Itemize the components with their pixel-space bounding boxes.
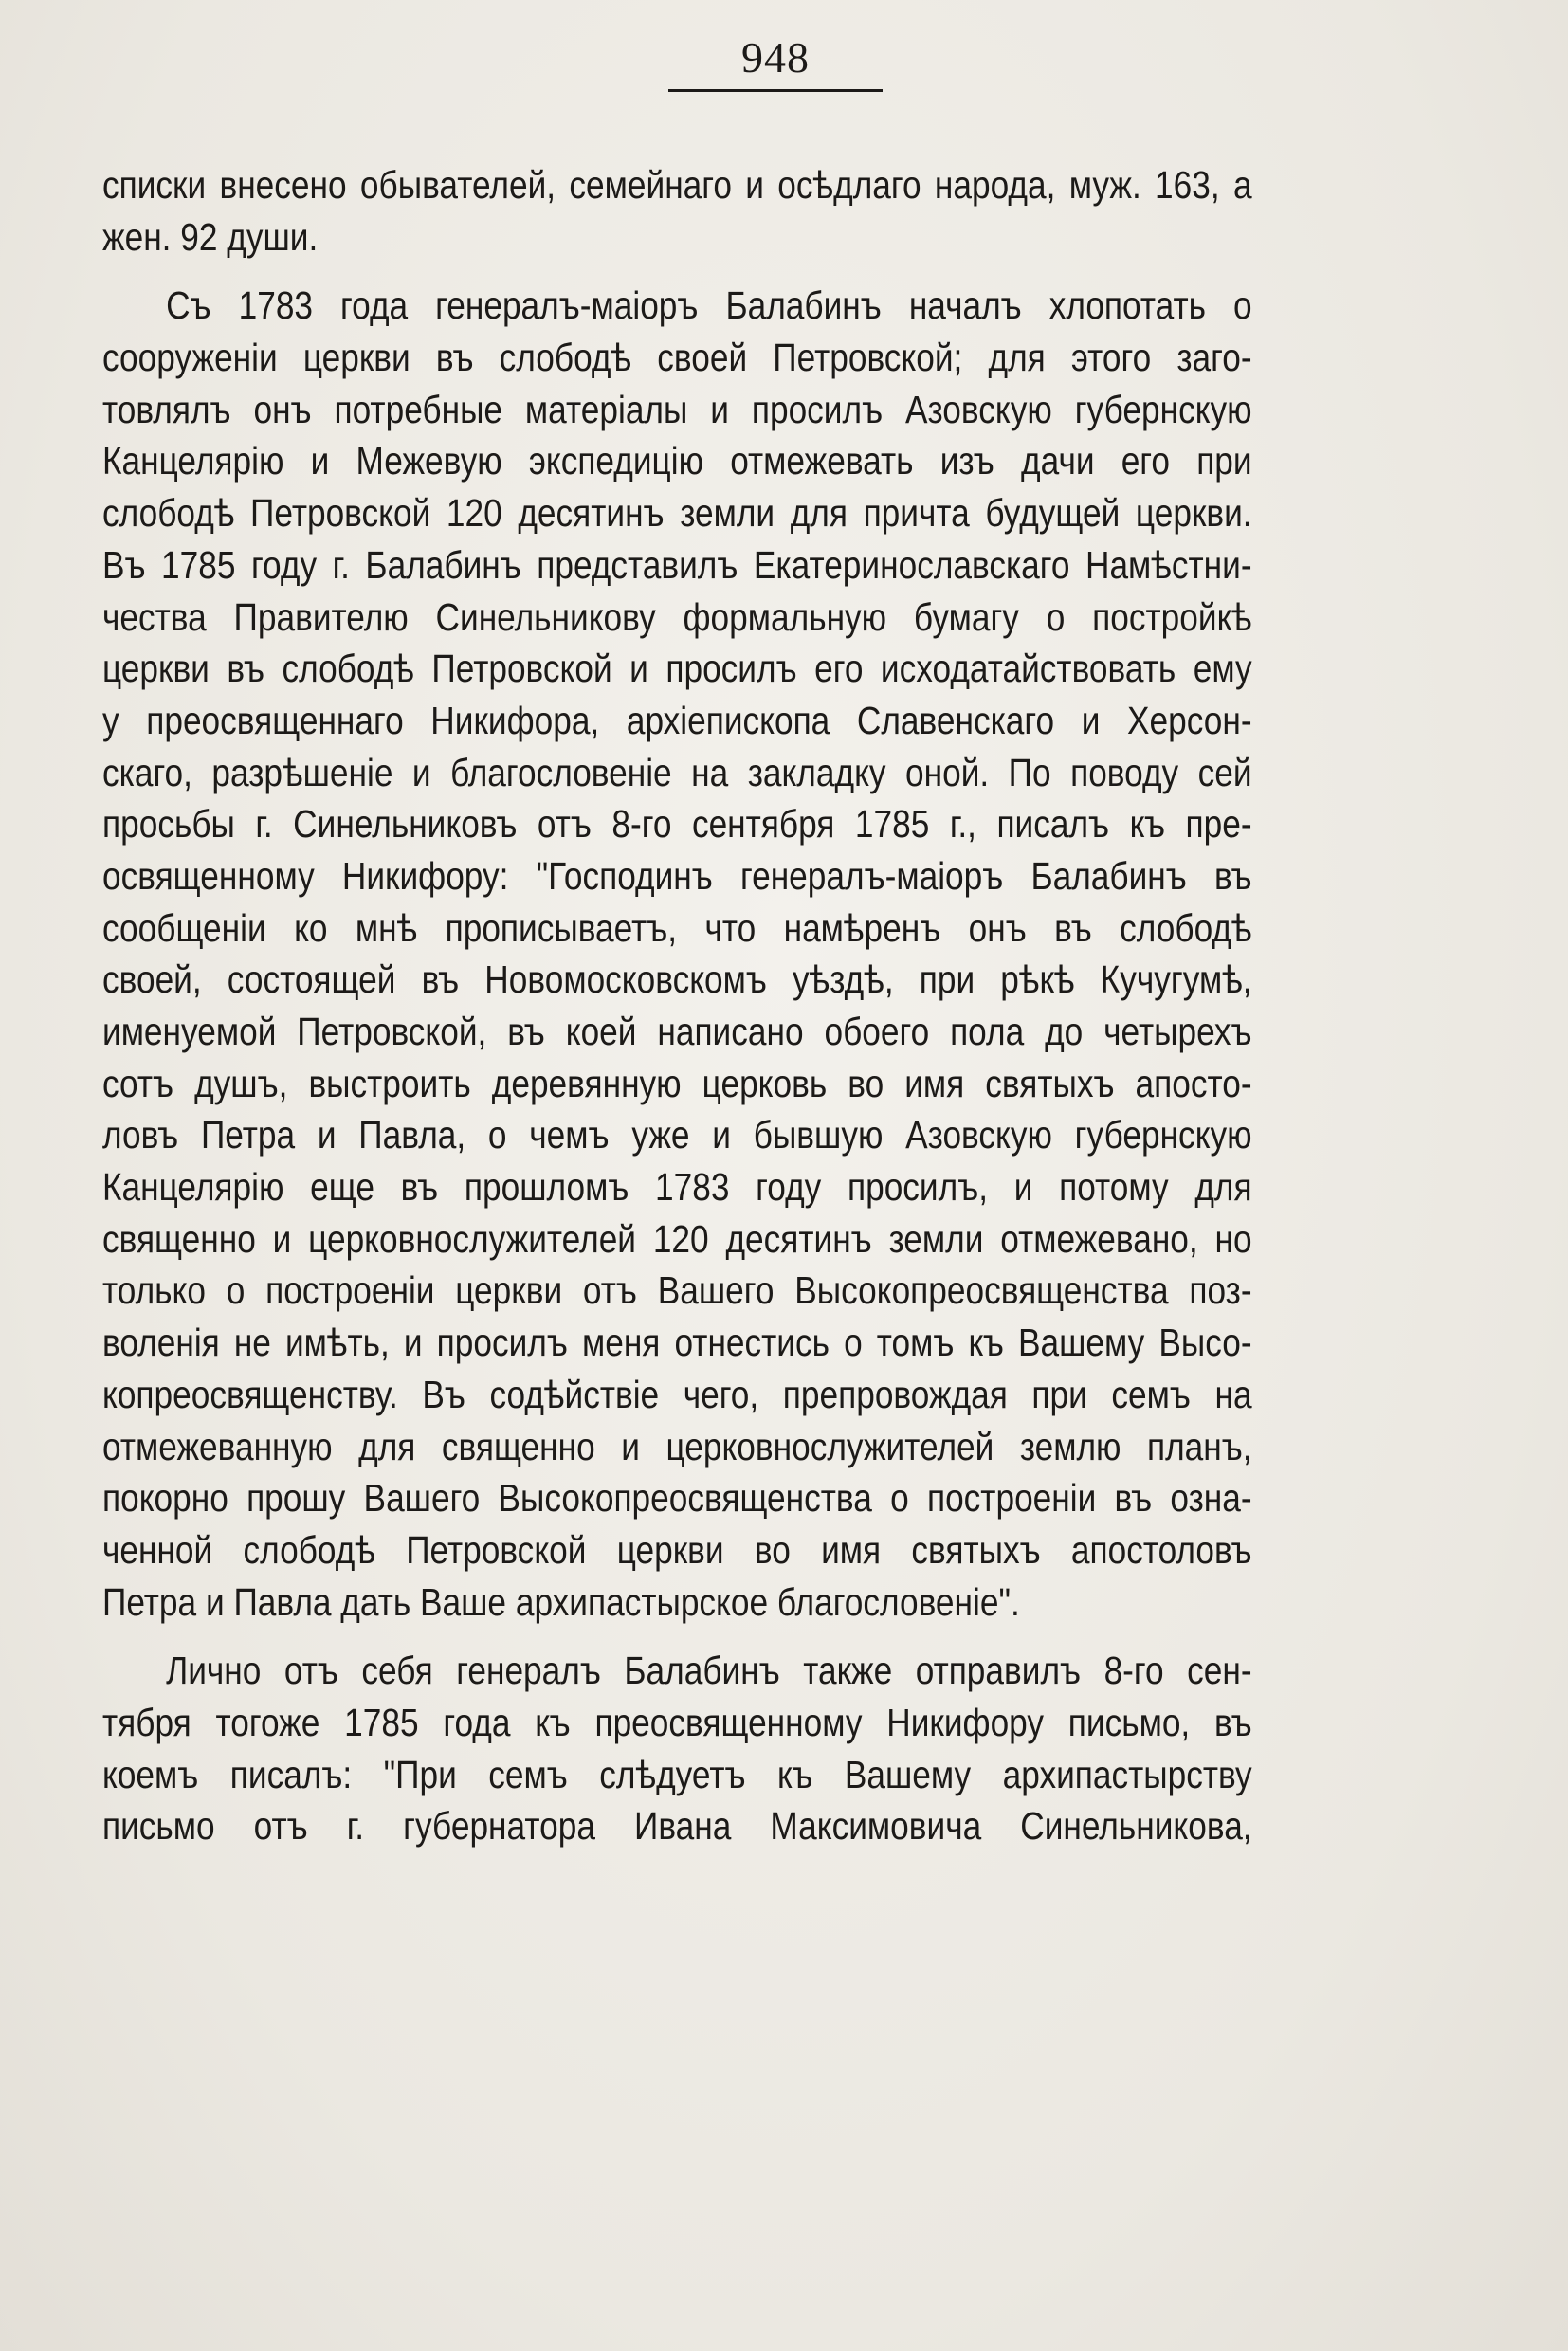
paragraph-1 [102,159,1252,263]
text-line: священно и церковнослужителей 120 десятинъ земли отмежевано, но [102,1216,1252,1261]
paragraph-gap [102,263,1252,280]
text-line: отмежеванную для священно и церковнослужителей землю планъ, [102,1424,1252,1468]
text-line: чества Правителю Синельникову формальную бумагу о постройкѣ [102,594,1252,639]
text-line: именуемой Петровской, въ коей написано обоего пола до четырехъ [102,1010,1252,1053]
text-line: Въ 1785 году г. Балабинъ представилъ Екатеринославскаго Намѣстни- [102,542,1252,587]
text-line: списки внесено обывателей, семейнаго и осѣдлаго народа, муж. 163, а [102,163,1252,207]
text-line: товлялъ онъ потребные матеріалы и просилъ Азовскую губернскую [102,387,1252,431]
text-line: воленія не имѣть, и просилъ меня отнестись о томъ къ Вашему Высо- [102,1321,1252,1365]
text-line: скаго, разрѣшеніе и благословеніе на закладку оной. По поводу сей [102,750,1252,794]
text-line: сотъ душъ, выстроить деревянную церковь во имя святыхъ апосто- [102,1061,1252,1105]
text-line: освященному Никифору: "Господинъ генералъ-маіоръ Балабинъ въ [102,853,1252,898]
text-line: коемъ писалъ: "При семъ слѣдуетъ къ Вашему архипастырству [102,1752,1252,1796]
text-line: только о построеніи церкви отъ Вашего Высокопреосвященства поз- [102,1268,1252,1313]
text-line: своей, состоящей въ Новомосковскомъ уѣздѣ, при рѣкѣ Кучугумѣ, [102,957,1252,1002]
text-line: Лично отъ себя генералъ Балабинъ также отправилъ 8-го сен- [166,1649,1252,1693]
text-line: тября тогоже 1785 года къ преосвященному Никифору письмо, въ [102,1700,1252,1744]
text-line: сооруженіи церкви въ слободѣ своей Петровской; для этого заго- [102,336,1252,380]
text-line: Петра и Павла дать Ваше архипастырское благословеніе". [102,1579,1020,1624]
page-header [664,30,887,92]
paragraph-3 [102,1645,1252,1852]
text-line: копреосвященству. Въ содѣйствіе чего, препровождая при семъ на [102,1372,1252,1416]
text-line: сообщеніи ко мнѣ прописываетъ, что намѣренъ онъ въ слободѣ [102,905,1252,950]
paragraph-gap [102,1628,1252,1645]
text-line: Съ 1783 года генералъ-маіоръ Балабинъ началъ хлопотать о [166,283,1252,328]
body-text [102,159,1252,1852]
text-line: жен. 92 души. [102,214,319,259]
header-rule [668,89,883,92]
text-line: ченной слободѣ Петровской церкви во имя святыхъ апостоловъ [102,1527,1252,1572]
text-line: покорно прошу Вашего Высокопреосвященства о построеніи въ озна- [102,1476,1252,1521]
text-line: Канцелярію и Межевую экспедицію отмежевать изъ дачи его при [102,439,1252,483]
text-line: просьбы г. Синельниковъ отъ 8-го сентября 1785 г., писалъ къ пре- [102,802,1252,847]
text-line: письмо отъ г. губернатора Ивана Максимовича Синельникова, [102,1804,1252,1849]
paragraph-2 [102,280,1252,1628]
text-line: слободѣ Петровской 120 десятинъ земли для причта будущей церкви. [102,491,1252,536]
text-line: Канцелярію еще въ прошломъ 1783 году просилъ, и потому для [102,1165,1252,1210]
text-line: у преосвященнаго Никифора, архіепископа Славенскаго и Херсон- [102,698,1252,742]
text-line: церкви въ слободѣ Петровской и просилъ его исходатайствовать ему [102,647,1252,691]
text-line: ловъ Петра и Павла, о чемъ уже и бывшую Азовскую губернскую [102,1113,1252,1157]
page-number: 948 [741,33,810,82]
